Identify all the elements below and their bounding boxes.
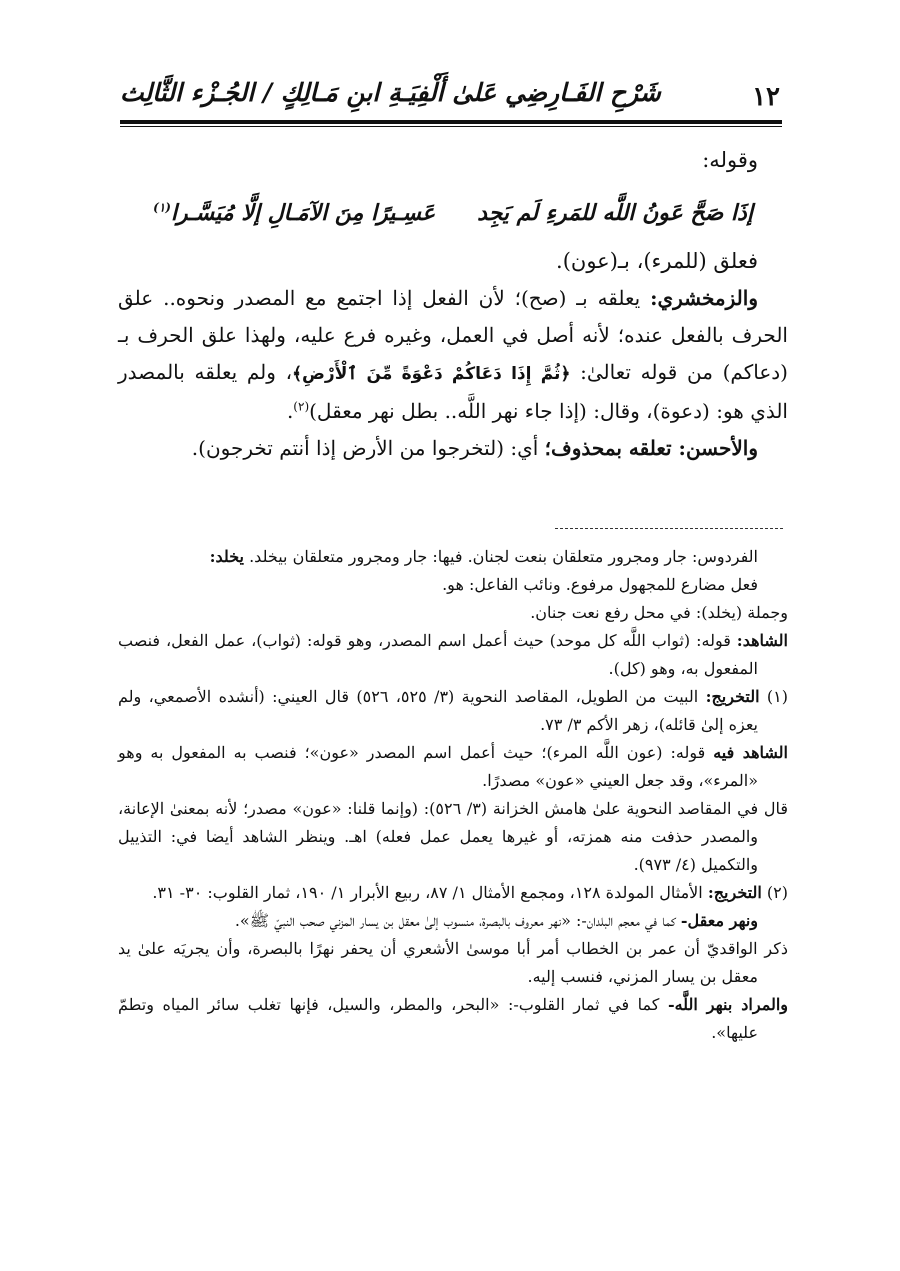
- footnotes-area: [118, 543, 788, 1047]
- page-header: [120, 60, 780, 120]
- footnote-2-number: (٢): [766, 883, 788, 902]
- intro-label: وقوله:: [702, 148, 758, 172]
- footnote-line: ذكر الواقديّ أن عمر بن الخطاب أمر أبا موسىٰ الأشعري أن يحفر نهرًا بالبصرة، وأن يجريَه علىٰ يد معقل بن يسار المزني، فنسب إليه.: [118, 939, 788, 986]
- header-rule-thick: [120, 120, 782, 124]
- footnote-line: الشاهد فيه قوله: (عون اللَّه المرء)؛ حيث أعمل اسم المصدر «عون»؛ فنصب به المفعول به وهو «المرء»، وقد جعل العيني «عون» مصدرًا.: [118, 743, 788, 790]
- verse-hemistich-1: إذَا صَحَّ عَونُ اللَّه للمَرءِ لَم يَجِد: [477, 200, 753, 226]
- zamakhshari-text-1: يعلقه بـ (صح)؛ لأن الفعل إذا اجتمع مع المصدر ونحوه.. علق الحرف بالفعل عنده؛ لأنه أصل في العمل، وغيره فرع عليه، ولهذا علق الحرف بـ (دعاكم) من قوله تعالىٰ:: [118, 286, 788, 384]
- quran-quote: ﴿ثُمَّ إِذَا دَعَاكُمْ دَعْوَةً مِّنَ ٱلْأَرْضِ﴾: [292, 364, 571, 384]
- footnote-1-number: (١): [766, 687, 789, 706]
- footnote-line: الشاهد: قوله: (ثواب اللَّه كل موحد) حيث أعمل اسم المصدر، وهو قوله: (ثواب)، عمل الفعل، فنصب المفعول به، وهو (كل).: [118, 631, 788, 678]
- footnote-1: (١) التخريج: البيت من الطويل، المقاصد النحوية (٣/ ٥٢٥، ٥٢٦) قال العيني: (أنشده الأصمعي، ولم يعزه إلىٰ قائله)، زهر الأكم ٣/ ٧٣.: [118, 687, 789, 734]
- footnote-line: قال في المقاصد النحوية علىٰ هامش الخزانة (٣/ ٥٢٦): (وإنما قلنا: «عون» مصدر؛ لأنه بمعنىٰ الإعانة، والمصدر حذفت منه همزته، أو غيرها يعمل عمل فعله) اهـ. وينظر الشاهد أيضا في: التذييل والتكميل (٤/ ٩٧٣).: [118, 799, 788, 874]
- header-rule-thin: [120, 126, 782, 127]
- footnote-ref-1: (١): [153, 200, 171, 215]
- main-text: [118, 142, 788, 467]
- footnote-line: فعل مضارع للمجهول مرفوع. ونائب الفاعل: هو.: [442, 575, 758, 594]
- footnote-line: والمراد بنهر اللَّه- كما في ثمار القلوب-: «البحر، والمطر، والسيل، فإنها تغلب سائر المياه وتطمّ عليها».: [118, 995, 789, 1042]
- page-number: ١٢: [752, 82, 780, 112]
- zamakhshari-paragraph: والزمخشري: يعلقه بـ (صح)؛ لأن الفعل إذا اجتمع مع المصدر ونحوه.. علق الحرف بالفعل عنده؛ لأنه أصل في العمل، وغيره فرع عليه، ولهذا علق الحرف بـ (دعاكم) من قوله تعالىٰ: ﴿ثُمَّ إِذَا دَعَاكُمْ دَعْوَةً مِّنَ ٱلْأَرْضِ﴾، ولم يعلقه بالمصدر الذي هو: (دعوة)، وقال: (إذا جاء نهر اللَّه.. بطل نهر معقل)$^{(٢)}$.: [118, 286, 788, 423]
- footnote-ref-2: (٢): [293, 399, 310, 414]
- attach-line: فعلق (للمرء)، بـ(عون).: [556, 249, 758, 273]
- verse-hemistich-2: عَسِـيرًا مِنَ الآمَـالِ إلَّا مُيَسَّـرا$^{(١)}$: [153, 200, 436, 226]
- best-opinion-paragraph: [118, 430, 788, 467]
- footnote-line: الفردوس: جار ومجرور متعلقان بنعت لجنان. فيها: جار ومجرور متعلقان بيخلد. يخلد:: [209, 547, 758, 566]
- zamakhshari-text-2: ، ولم يعلقه بالمصدر الذي هو: (دعوة)، وقال: (إذا جاء نهر اللَّه.. بطل نهر معقل): [118, 360, 788, 423]
- running-title: شَرْحِ الفَـارِضِي عَلىٰ أَلْفِيَـةِ ابنِ مَـالِكٍ / الجُـزْء الثَّالِث: [120, 78, 661, 107]
- zamakhshari-label: والزمخشري:: [650, 286, 758, 310]
- footnote-separator: [555, 528, 783, 529]
- footnote-line: وجملة (يخلد): في محل رفع نعت جنان.: [530, 603, 788, 622]
- poetry-verse: [118, 189, 788, 237]
- footnote-2: (٢) التخريج: الأمثال المولدة ١٢٨، ومجمع الأمثال ١/ ٨٧، ربيع الأبرار ١/ ١٩٠، ثمار القلوب: ٣٠- ٣١.: [152, 883, 788, 902]
- best-opinion-label: والأحسن: تعلقه بمحذوف؛: [544, 436, 758, 460]
- footnote-line: ونهر معقل- كما في معجم البلدان-: «نهر معروف بالبصرة، منسوب إلىٰ معقل بن يسار المزني صحب النبيّ ﷺ».: [234, 911, 758, 930]
- best-opinion-text: أي: (لتخرجوا من الأرض إذا أنتم تخرجون).: [191, 436, 545, 460]
